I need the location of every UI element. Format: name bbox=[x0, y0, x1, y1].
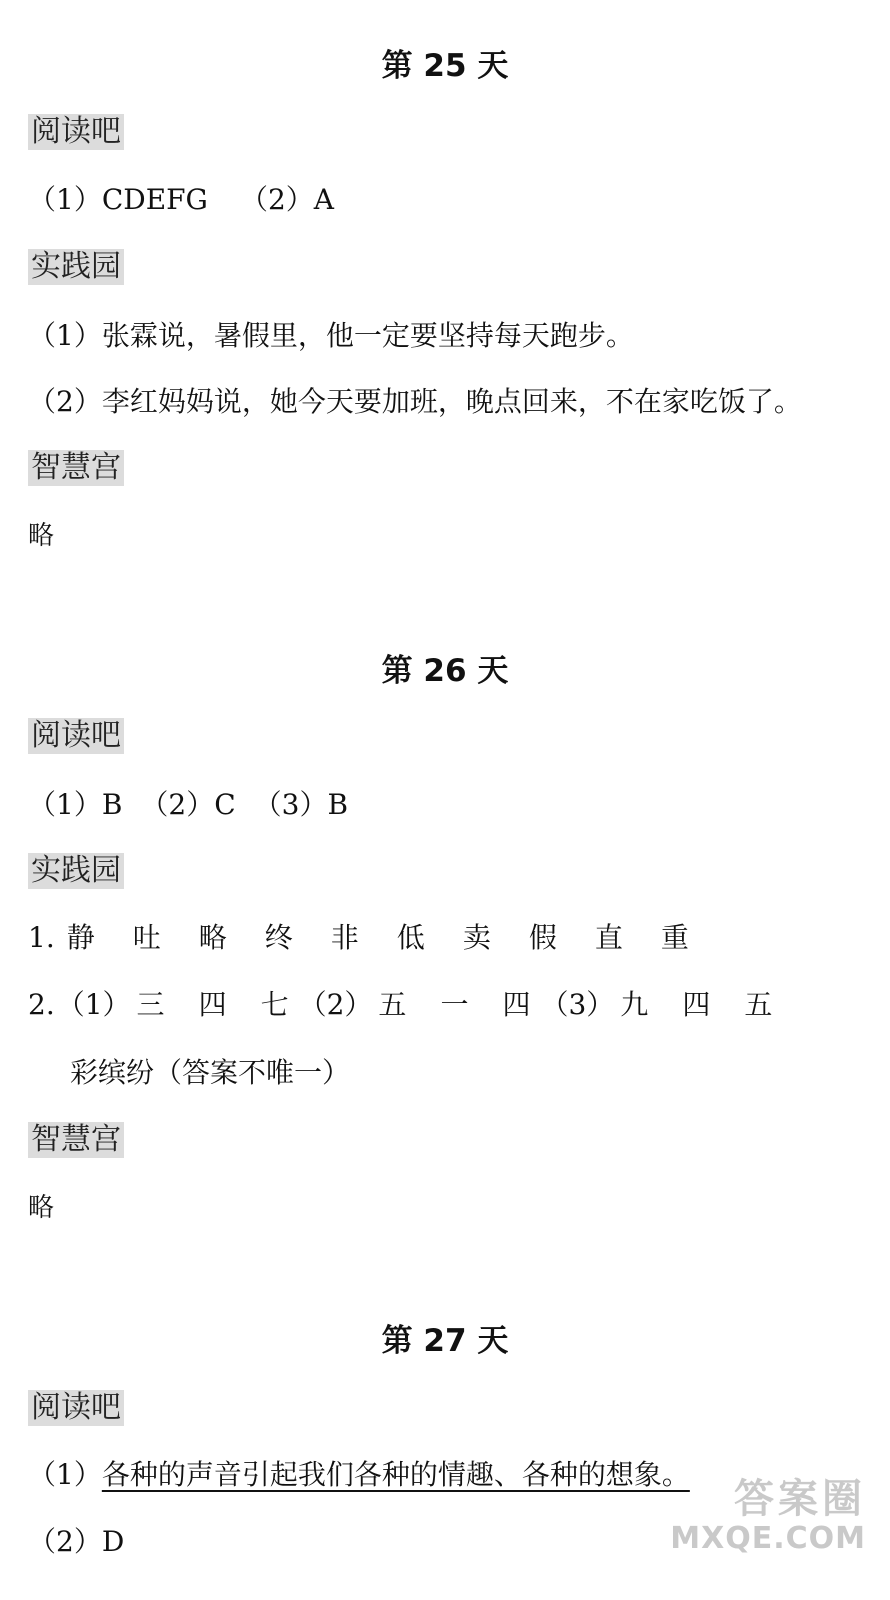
underlined-answer: 各种的声音引起我们各种的情趣、各种的想象。 bbox=[101, 1458, 690, 1491]
word: 重 bbox=[660, 921, 689, 954]
day-27-title: 第 27 天 bbox=[381, 1323, 509, 1359]
day-25-practice-answer-1: （1）张霖说，暑假里，他一定要坚持每天跑步。 bbox=[28, 319, 634, 352]
word: 静 bbox=[66, 921, 95, 954]
sub-number: （3） bbox=[540, 988, 615, 1021]
word: 吐 bbox=[132, 921, 161, 954]
word: 假 bbox=[528, 921, 557, 954]
day-25-practice-heading: 实践园 bbox=[28, 249, 124, 285]
word: 非 bbox=[330, 921, 359, 954]
word: 五 bbox=[378, 988, 407, 1021]
word: 三 bbox=[136, 988, 165, 1021]
word: 直 bbox=[594, 921, 623, 954]
watermark-url: MXQE.COM bbox=[670, 1521, 866, 1556]
day-26-wisdom-heading: 智慧宫 bbox=[28, 1122, 124, 1158]
word: 卖 bbox=[462, 921, 491, 954]
word: 终 bbox=[264, 921, 293, 954]
answer-part: （3）B bbox=[253, 788, 349, 821]
word: 一 bbox=[440, 988, 469, 1021]
word: 七 bbox=[260, 988, 289, 1021]
answer-part: （1）B bbox=[28, 788, 123, 821]
word: 四 bbox=[502, 988, 531, 1021]
day-25-wisdom-answer: 略 bbox=[28, 521, 55, 551]
word: 四 bbox=[198, 988, 227, 1021]
day-26-practice-answer-2-cont: 彩缤纷（答案不唯一） bbox=[70, 1056, 351, 1089]
word: 五 bbox=[744, 988, 773, 1021]
day-26-practice-answer-1 bbox=[28, 918, 727, 958]
day-26-practice-answer-2 bbox=[28, 985, 772, 1025]
sub-number: （2） bbox=[298, 988, 373, 1021]
day-26-wisdom-answer: 略 bbox=[28, 1193, 55, 1223]
answer-part: （2）C bbox=[140, 788, 236, 821]
item-number: 2. bbox=[28, 988, 55, 1021]
watermark bbox=[670, 1476, 866, 1556]
word: 低 bbox=[396, 921, 425, 954]
day-26-reading-answers bbox=[28, 785, 348, 825]
day-26-reading-heading: 阅读吧 bbox=[28, 718, 124, 754]
day-25-reading-answers bbox=[28, 180, 334, 220]
day-25-reading-heading: 阅读吧 bbox=[28, 114, 124, 150]
day-25-title: 第 25 天 bbox=[381, 48, 509, 84]
day-27-reading-answer-2: （2）D bbox=[28, 1525, 125, 1558]
day-27-reading-answer-1 bbox=[28, 1455, 690, 1495]
word: 略 bbox=[198, 921, 227, 954]
word: 九 bbox=[620, 988, 649, 1021]
item-number: （1） bbox=[28, 1458, 102, 1491]
item-number: 1. bbox=[28, 921, 55, 954]
answer-part: （2）A bbox=[239, 183, 334, 216]
word: 四 bbox=[682, 988, 711, 1021]
watermark-text: 答案圈 bbox=[734, 1476, 866, 1522]
day-25-practice-answer-2: （2）李红妈妈说，她今天要加班，晚点回来，不在家吃饭了。 bbox=[28, 385, 802, 418]
answer-part: （1）CDEFG bbox=[28, 183, 208, 216]
day-27-reading-heading: 阅读吧 bbox=[28, 1390, 124, 1426]
sub-number: （1） bbox=[56, 988, 131, 1021]
day-26-title: 第 26 天 bbox=[381, 653, 509, 689]
day-26-practice-heading: 实践园 bbox=[28, 853, 124, 889]
day-25-wisdom-heading: 智慧宫 bbox=[28, 450, 124, 486]
